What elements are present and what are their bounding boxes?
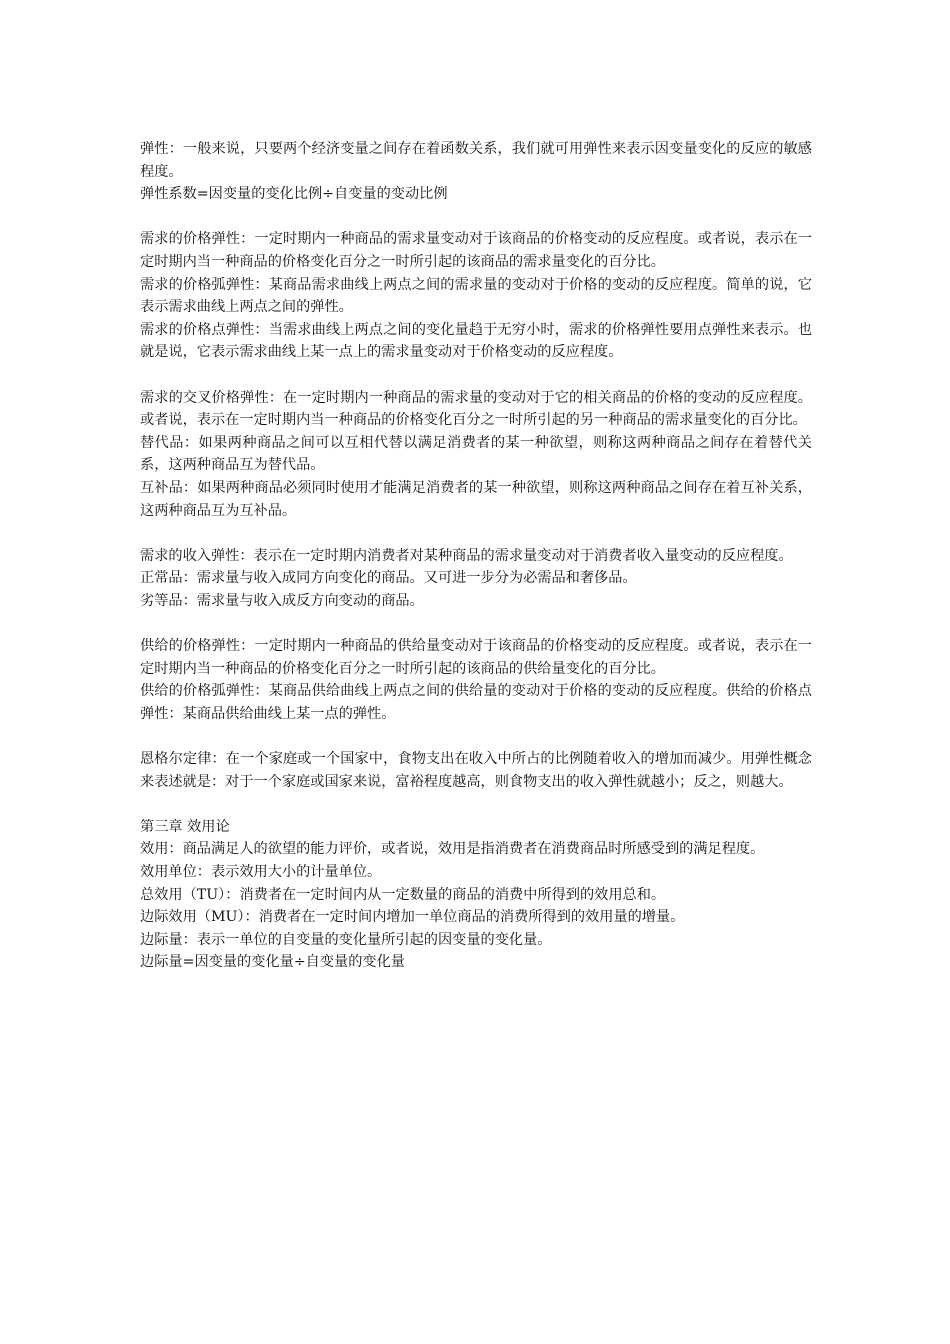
paragraph: 互补品：如果两种商品必须同时使用才能满足消费者的某一种欲望，则称这两种商品之间存在着互补关系，这两种商品互为互补品。 [140, 479, 812, 519]
paragraph: 供给的价格弧弹性：某商品供给曲线上两点之间的供给量的变动对于价格的变动的反应程度。供给的价格点弹性：某商品供给曲线上某一点的弹性。 [140, 683, 812, 722]
paragraph: 恩格尔定律：在一个家庭或一个国家中，食物支出在收入中所占的比例随着收入的增加而减少。用弹性概念来表述就是：对于一个家庭或国家来说，富裕程度越高，则食物支出的收入弹性就越小；反之，则越大。 [140, 751, 812, 790]
paragraph: 需求的价格点弹性：当需求曲线上两点之间的变化量趋于无穷小时，需求的价格弹性要用点弹性来表示。也就是说，它表示需求曲线上某一点上的需求量变动对于价格变动的反应程度。 [140, 321, 812, 361]
paragraph: 边际效用（MU）：消费者在一定时间内增加一单位商品的消费所得到的效用量的增量。 [140, 909, 685, 926]
paragraph: 需求的价格弧弹性：某商品需求曲线上两点之间的需求量的变动对于价格的变动的反应程度。简单的说，它表示需求曲线上两点之间的弹性。 [140, 276, 812, 316]
paragraph: 边际量=因变量的变化量÷自变量的变化量 [140, 954, 405, 971]
paragraph: 劣等品：需求量与收入成反方向变动的商品。 [140, 592, 424, 609]
paragraph-gap [140, 793, 812, 816]
chapter-heading: 第三章 效用论 [140, 818, 230, 835]
section-income-elasticity [140, 545, 812, 613]
paragraph: 替代品：如果两种商品之间可以互相代替以满足消费者的某一种欲望，则称这两种商品之间存在着替代关系，这两种商品互为替代品。 [140, 434, 812, 474]
section-chapter-three-utility [140, 816, 812, 974]
paragraph: 需求的交叉价格弹性：在一定时期内一种商品的需求量的变动对于它的相关商品的价格的变动的反应程度。或者说，表示在一定时期内当一种商品的价格变化百分之一时所引起的另一种商品的需求量变化的百分比。 [140, 389, 812, 429]
paragraph: 需求的收入弹性：表示在一定时期内消费者对某种商品的需求量变动对于消费者收入量变动的反应程度。 [140, 547, 793, 564]
paragraph-gap [140, 206, 812, 229]
paragraph-gap [140, 612, 812, 635]
paragraph: 总效用（TU）：消费者在一定时间内从一定数量的商品的消费中所得到的效用总和。 [140, 886, 666, 903]
paragraph-gap [140, 364, 812, 387]
paragraph-gap [140, 522, 812, 545]
section-elasticity [140, 138, 812, 206]
section-engels-law [140, 748, 812, 793]
paragraph: 弹性：一般来说，只要两个经济变量之间存在着函数关系，我们就可用弹性来表示因变量变化的反应的敏感程度。 [140, 141, 812, 180]
paragraph: 供给的价格弹性：一定时期内一种商品的供给量变动对于该商品的价格变动的反应程度。或者说，表示在一定时期内当一种商品的价格变化百分之一时所引起的该商品的供给量变化的百分比。 [140, 638, 812, 677]
section-price-elasticity-of-demand [140, 228, 812, 364]
paragraph: 效用：商品满足人的欲望的能力评价，或者说，效用是指消费者在消费商品时所感受到的满足程度。 [140, 841, 765, 858]
paragraph: 正常品：需求量与收入成同方向变化的商品。又可进一步分为必需品和奢侈品。 [140, 570, 637, 587]
paragraph: 效用单位：表示效用大小的计量单位。 [140, 864, 382, 880]
document-page [140, 138, 812, 974]
paragraph: 弹性系数=因变量的变化比例÷自变量的变动比例 [140, 186, 448, 203]
paragraph: 边际量：表示一单位的自变量的变化量所引起的因变量的变化量。 [140, 931, 552, 948]
section-supply-elasticity [140, 635, 812, 725]
paragraph-gap [140, 725, 812, 748]
section-cross-price-elasticity [140, 387, 812, 523]
paragraph: 需求的价格弹性：一定时期内一种商品的需求量变动对于该商品的价格变动的反应程度。或者说，表示在一定时期内当一种商品的价格变化百分之一时所引起的该商品的需求量变化的百分比。 [140, 231, 812, 270]
